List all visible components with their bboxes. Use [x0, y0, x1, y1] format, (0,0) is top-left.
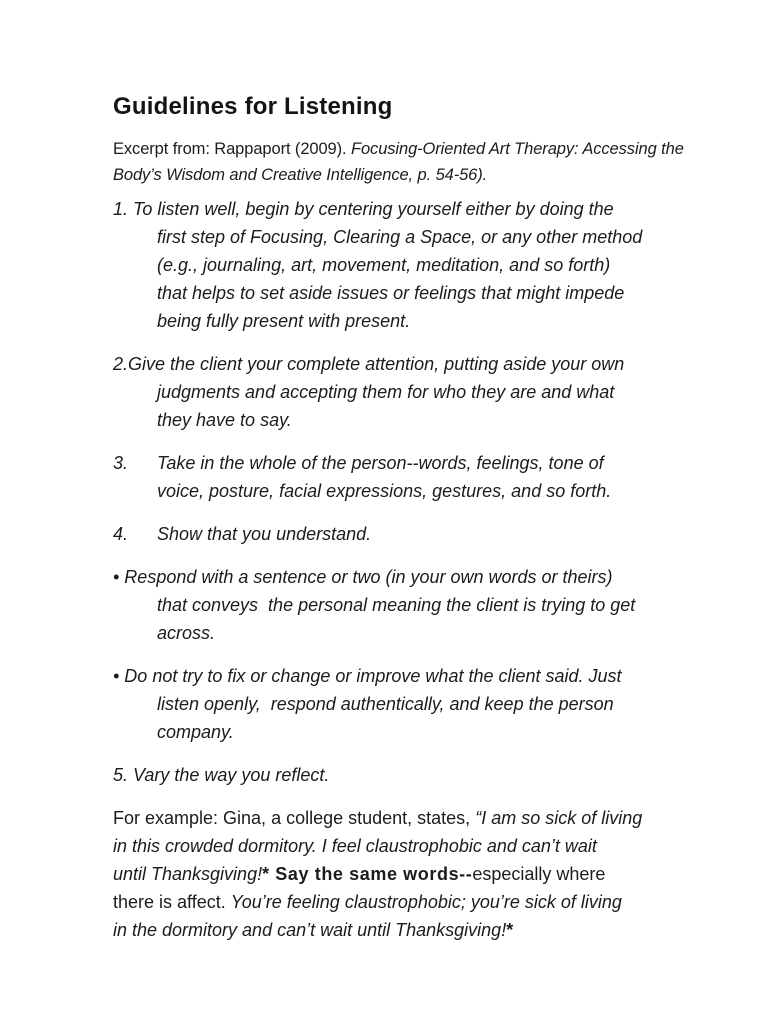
- text-line: • Respond with a sentence or two (in your own words or theirs): [113, 567, 613, 587]
- text-line: 4. Show that you understand.: [113, 524, 372, 544]
- example-gina-paragraph: [113, 804, 758, 944]
- item-1-center-yourself: [113, 195, 758, 335]
- text-line: company.: [157, 722, 234, 742]
- text-line: being fully present with present.: [157, 311, 411, 331]
- text-line: in the dormitory and can’t wait until Thanksgiving!*: [113, 920, 514, 940]
- text-line: across.: [157, 623, 216, 643]
- text-line: listen openly, respond authentically, and keep the person: [157, 694, 614, 714]
- source-citation: [113, 136, 758, 188]
- text-line: that helps to set aside issues or feelings that might impede: [157, 283, 625, 303]
- text-line: • Do not try to fix or change or improve what the client said. Just: [113, 666, 622, 686]
- item-2-complete-attention: [113, 350, 758, 434]
- text-line: For example: Gina, a college student, states, “I am so sick of living: [113, 808, 643, 828]
- bullet-respond-sentence: [113, 563, 758, 647]
- text-line: 1. To listen well, begin by centering yourself either by doing the: [113, 199, 614, 219]
- item-5-vary-reflect: [113, 761, 758, 789]
- item-3-take-in-whole-person: [113, 449, 758, 505]
- text-line: they have to say.: [157, 410, 292, 430]
- text-line: until Thanksgiving!* Say the same words--especially where: [113, 864, 606, 884]
- text-line: judgments and accepting them for who they are and what: [157, 382, 615, 402]
- text-line: (e.g., journaling, art, movement, meditation, and so forth): [157, 255, 611, 275]
- text-line: first step of Focusing, Clearing a Space, or any other method: [157, 227, 643, 247]
- text-line: 5. Vary the way you reflect.: [113, 765, 330, 785]
- text-line: in this crowded dormitory. I feel claustrophobic and can’t wait: [113, 836, 597, 856]
- text-line: there is affect. You’re feeling claustrophobic; you’re sick of living: [113, 892, 622, 912]
- page-title: Guidelines for Listening: [113, 93, 393, 120]
- text-line: Excerpt from: Rappaport (2009). Focusing-Oriented Art Therapy: Accessing the: [113, 140, 684, 158]
- text-line: 3. Take in the whole of the person--words, feelings, tone of: [113, 453, 604, 473]
- text-line: 2.Give the client your complete attention, putting aside your own: [113, 354, 625, 374]
- text-line: voice, posture, facial expressions, gestures, and so forth.: [157, 481, 612, 501]
- bullet-do-not-fix: [113, 662, 758, 746]
- document-body: [113, 195, 758, 944]
- item-4-show-understanding: [113, 520, 758, 548]
- text-line: Body’s Wisdom and Creative Intelligence, p. 54-56).: [113, 166, 488, 184]
- text-line: that conveys the personal meaning the client is trying to get: [157, 595, 636, 615]
